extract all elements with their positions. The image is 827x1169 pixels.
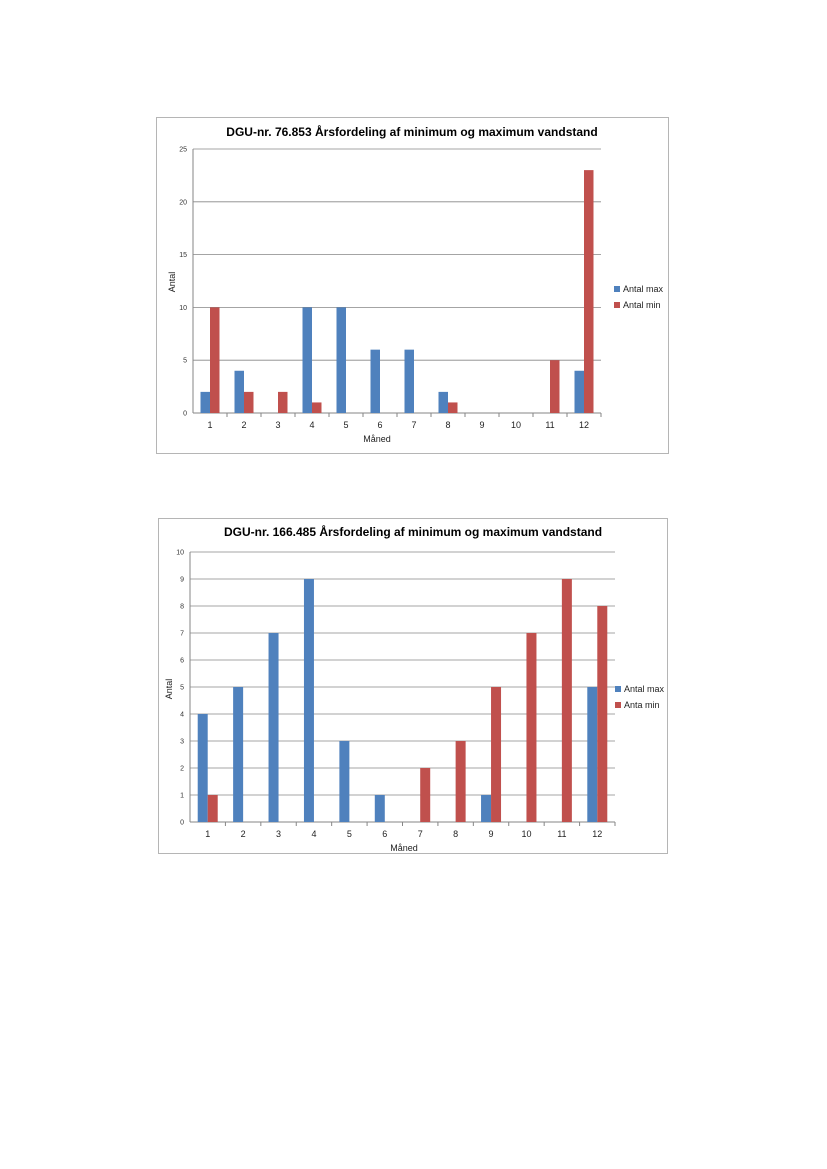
chart-2-bar-min-7: [420, 768, 430, 822]
chart-2-xtick-label: 12: [592, 829, 603, 839]
chart-2-legend-label: Antal max: [624, 684, 665, 694]
chart-2-bar-max-9: [481, 795, 491, 822]
chart-2-bar-min-12: [597, 606, 607, 822]
chart-1-xtick-label: 4: [309, 420, 315, 430]
chart-2-xtick-label: 2: [240, 829, 246, 839]
chart-1-ytick-label: 20: [179, 199, 187, 207]
chart-2-xlabel: Måned: [390, 843, 418, 853]
chart-2-bar-max-4: [304, 579, 314, 822]
chart-2-legend-swatch: [615, 686, 621, 692]
chart-2-xtick-label: 6: [382, 829, 388, 839]
chart-1-xtick-label: 10: [510, 420, 522, 430]
chart-1-bar-min-1: [210, 307, 220, 413]
chart-2-xtick-label: 7: [417, 829, 423, 839]
chart-1-ytick-label: 25: [179, 146, 187, 154]
chart-1-xtick-label: 5: [343, 420, 349, 430]
chart-2-svg: [159, 519, 667, 853]
chart-2-ytick-label: 7: [180, 630, 184, 638]
chart-2-ytick-label: 9: [180, 576, 184, 584]
chart-1-title: DGU-nr. 76.853 Årsfordeling af minimum og maximum vandstand: [226, 125, 598, 139]
chart-2-bar-min-10: [526, 633, 536, 822]
chart-1-ytick-label: 5: [183, 357, 187, 365]
chart-2-xtick-label: 8: [453, 829, 459, 839]
chart-1-bar-min-11: [550, 360, 560, 413]
chart-1-xlabel: Måned: [363, 434, 391, 444]
chart-1-bar-min-4: [312, 402, 322, 413]
chart-2-ytick-label: 4: [180, 711, 184, 719]
chart-1-xtick-label: 6: [377, 420, 383, 430]
chart-1-bar-max-8: [439, 392, 449, 413]
chart-2-bar-min-11: [562, 579, 572, 822]
chart-1-xtick-label: 2: [241, 420, 247, 430]
chart-1-legend-swatch: [614, 302, 620, 308]
chart-1-bar-max-1: [201, 392, 211, 413]
chart-1-frame: [156, 117, 669, 454]
chart-2-ytick-label: 0: [180, 819, 184, 827]
chart-1-xtick-label: 9: [479, 420, 485, 430]
chart-2-ytick-label: 2: [180, 765, 184, 773]
chart-1-bar-max-7: [405, 350, 415, 413]
chart-2-bar-max-6: [375, 795, 385, 822]
chart-2-title: DGU-nr. 166.485 Årsfordeling af minimum og maximum vandstand: [223, 525, 603, 539]
chart-2-bar-max-12: [587, 687, 597, 822]
chart-1-bar-min-12: [584, 170, 594, 413]
chart-1-xtick-label: 12: [578, 420, 590, 430]
chart-2-xtick-label: 4: [311, 829, 317, 839]
chart-2-bar-min-1: [208, 795, 218, 822]
chart-1-bar-min-2: [244, 392, 254, 413]
chart-1-xtick-label: 7: [411, 420, 417, 430]
chart-2-legend-swatch: [615, 702, 621, 708]
chart-1-svg: [157, 118, 668, 453]
chart-2-ytick-label: 3: [180, 738, 184, 746]
chart-2-bar-max-2: [233, 687, 243, 822]
chart-1-bar-min-3: [278, 392, 288, 413]
chart-2-bar-min-8: [456, 741, 466, 822]
chart-1-ylabel: Antal: [167, 271, 177, 293]
chart-1-legend-label: Antal min: [623, 300, 661, 310]
chart-1-xtick-label: 3: [275, 420, 281, 430]
chart-2-xtick-label: 9: [488, 829, 494, 839]
chart-2-ytick-label: 8: [180, 603, 184, 611]
chart-2-bar-max-1: [198, 714, 208, 822]
chart-1-xtick-label: 1: [207, 420, 213, 430]
chart-1-xtick-label: 8: [445, 420, 451, 430]
chart-2-bar-min-9: [491, 687, 501, 822]
chart-1-bar-max-12: [575, 371, 585, 413]
chart-2-bar-max-3: [269, 633, 279, 822]
chart-2-xtick-label: 10: [521, 829, 532, 839]
chart-2-xtick-label: 5: [346, 829, 352, 839]
chart-2-legend-label: Anta min: [624, 700, 660, 710]
chart-1-bar-max-5: [337, 307, 347, 413]
chart-1-ytick-label: 0: [183, 410, 187, 418]
chart-1-bar-max-6: [371, 350, 381, 413]
chart-2-ytick-label: 1: [180, 792, 184, 800]
chart-2-ylabel: Antal: [164, 678, 174, 700]
chart-1-ytick-label: 10: [179, 304, 187, 312]
chart-2-frame: [158, 518, 668, 854]
chart-1-xtick-label: 11: [545, 420, 555, 430]
chart-1-legend-swatch: [614, 286, 620, 292]
chart-2-bar-max-5: [339, 741, 349, 822]
chart-1-bar-max-2: [235, 371, 245, 413]
chart-2-xtick-label: 1: [205, 829, 211, 839]
chart-2-ytick-label: 6: [180, 657, 184, 665]
chart-2-xtick-label: 3: [276, 829, 282, 839]
chart-1-bar-min-8: [448, 402, 458, 413]
chart-1-bar-max-4: [303, 307, 313, 413]
chart-2-ytick-label: 5: [180, 684, 184, 692]
chart-1-ytick-label: 15: [179, 252, 187, 260]
chart-1-legend-label: Antal max: [623, 284, 664, 294]
chart-2-xtick-label: 11: [557, 829, 567, 839]
chart-2-ytick-label: 10: [176, 549, 184, 557]
